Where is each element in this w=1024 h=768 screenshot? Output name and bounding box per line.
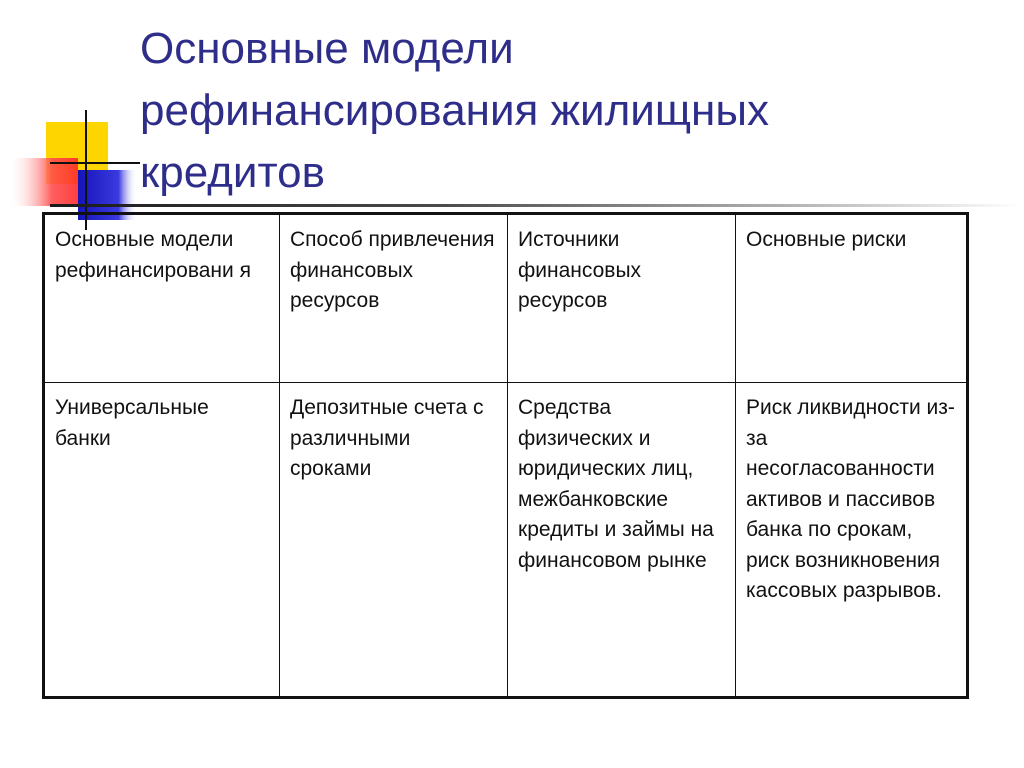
slide-title-line: Основные модели xyxy=(140,24,514,73)
table-cell: Универсальные банки xyxy=(44,383,280,698)
title-divider xyxy=(50,204,1024,207)
table-cell: Средства физических и юридических лиц, межбанковские кредиты и займы на финансовом рынке xyxy=(508,383,736,698)
header-cell: Основные модели рефинансировани я xyxy=(44,214,280,383)
decorative-squares-icon xyxy=(0,0,140,230)
slide-title xyxy=(140,18,1000,204)
table-cell: Депозитные счета с различными сроками xyxy=(280,383,508,698)
header-cell: Способ привлечения финансовых ресурсов xyxy=(280,214,508,383)
header-cell: Основные риски xyxy=(736,214,968,383)
header-cell: Источники финансовых ресурсов xyxy=(508,214,736,383)
table-cell: Риск ликвидности из-за несогласованности активов и пассивов банка по срокам, риск возникновения кассовых разрывов. xyxy=(736,383,968,698)
table-header-row xyxy=(44,214,968,383)
refinancing-models-table xyxy=(42,212,969,699)
slide-title-line: кредитов xyxy=(140,148,325,197)
table-row xyxy=(44,383,968,698)
slide-title-line: рефинансирования жилищных xyxy=(140,86,769,135)
